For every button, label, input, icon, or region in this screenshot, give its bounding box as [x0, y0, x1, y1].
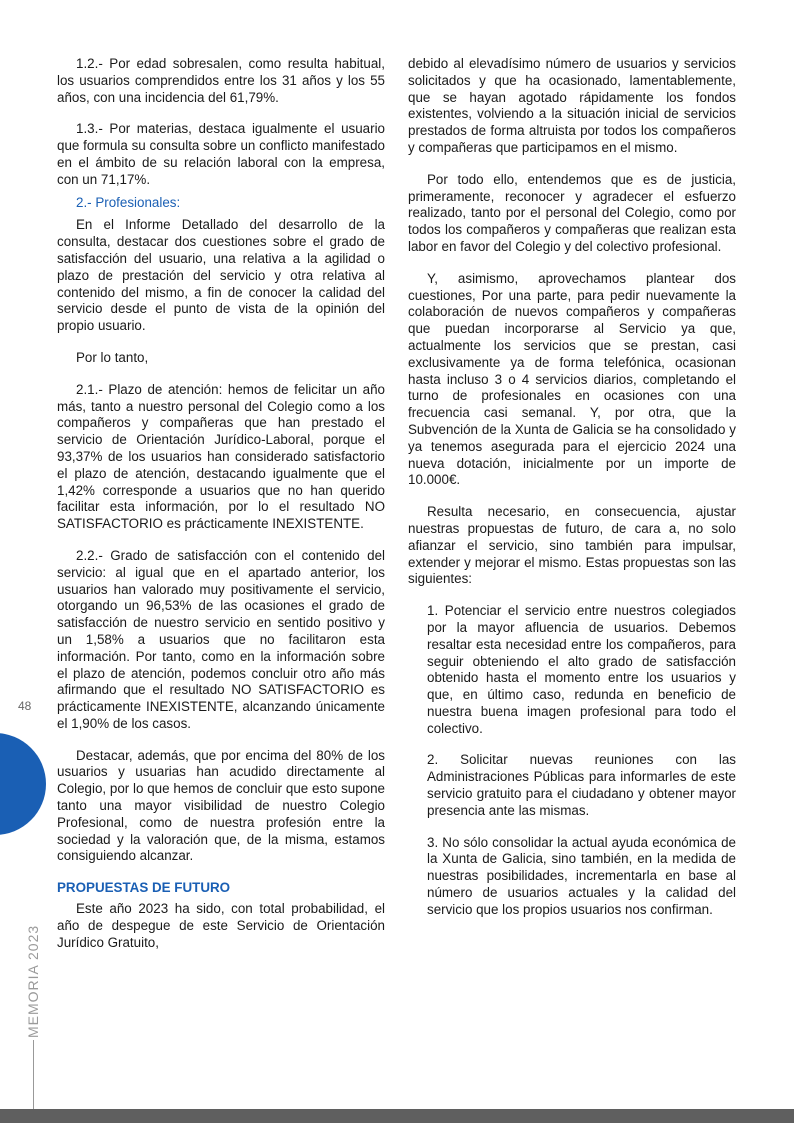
paragraph: 2.2.- Grado de satisfacción con el contenido del servicio: al igual que en el apartado anterior, los usuarios han valorado muy positivamente el servicio, otorgando un 96,53% de las ocasiones el grado de satisfacción de nuestro servicio en sentido positivo y un 1,58% a usuarios que no facilitaron esta información. Por tanto, como en la información sobre el plazo de atención, podemos concluir otro año más afirmando que el resultado NO SATISFACTORIO es prácticamente INEXISTENTE, alcanzando únicamente el 1,90% de los casos.: [57, 547, 385, 731]
paragraph: debido al elevadísimo número de usuarios y servicios solicitados y que ha ocasionado, lamentablemente, que se hayan agotado rápidamente los fondos existentes, volviendo a la situación inicial de servicios prestados de forma altruista por todos los compañeros y compañeras que participamos en el mismo.: [408, 56, 736, 155]
section-heading: PROPUESTAS DE FUTURO: [57, 880, 231, 896]
list-item: 3. No sólo consolidar la actual ayuda económica de la Xunta de Galicia, sino también, en la medida de nuestras posibilidades, incrementarla en base al número de usuarios actuales y la calidad del servicio que los propios usuarios nos confirman.: [427, 834, 736, 917]
paragraph: Destacar, además, que por encima del 80% de los usuarios y usuarias han acudido directamente al Colegio, por lo que hemos de concluir que esto supone tanto una mayor visibilidad de nuestro Colegio Profesional, como de nuestra profesión entre la sociedad y la valoración que, de la misma, estamos consiguiendo alcanzar.: [57, 747, 385, 864]
left-column: [57, 56, 385, 966]
paragraph: Este año 2023 ha sido, con total probabilidad, el año de despegue de este Servicio de Orientación Jurídico Gratuito,: [57, 901, 385, 950]
right-column: [408, 56, 736, 934]
footer-bar: [0, 1109, 794, 1123]
page-number: 48: [18, 699, 32, 713]
side-label: MEMORIA 2023: [25, 924, 41, 1038]
list-item: 2. Solicitar nuevas reuniones con las Administraciones Públicas para informarles de este servicio gratuito para el ciudadano y obtener mayor presencia ante las mismas.: [427, 752, 736, 818]
proposals-list: [408, 603, 736, 919]
paragraph: 2.1.- Plazo de atención: hemos de felicitar un año más, tanto a nuestro personal del Colegio como a los compañeros y compañeras que han prestado el servicio de Orientación Jurídico-Laboral, porque el 93,37% de los usuarios han considerado satisfactorio el plazo de atención, destacando igualmente que el 1,42% corresponde a usuarios que no han querido facilitar esta información, por lo el resultado NO SATISFACTORIO es prácticamente INEXISTENTE.: [57, 381, 385, 532]
subheading: 2.- Profesionales:: [76, 194, 181, 210]
paragraph: 1.3.- Por materias, destaca igualmente el usuario que formula su consulta sobre un conflicto manifestado en el ámbito de su relación laboral con la empresa, con un 71,17%.: [57, 121, 385, 187]
decorative-tab: [0, 733, 46, 835]
side-divider: [33, 1040, 34, 1110]
paragraph: Resulta necesario, en consecuencia, ajustar nuestras propuestas de futuro, de cara a, no solo afianzar el servicio, sino también para impulsar, extender y mejorar el mismo. Estas propuestas son las siguientes:: [408, 504, 736, 587]
paragraph: 1.2.- Por edad sobresalen, como resulta habitual, los usuarios comprendidos entre los 31 años y los 55 años, con una incidencia del 61,79%.: [57, 56, 385, 105]
list-item: 1. Potenciar el servicio entre nuestros colegiados por la mayor afluencia de usuarios. Debemos resaltar esta necesidad entre los compañeros, para seguir obteniendo el alto grado de satisfacción obtenido hasta el momento entre los usuarios y que, en último caso, redunda en beneficio de nuestra buena imagen profesional para todo el colectivo.: [427, 603, 736, 736]
paragraph: Y, asimismo, aprovechamos plantear dos cuestiones, Por una parte, para pedir nuevamente la colaboración de nuevos compañeros y compañeras que puedan incorporarse al Servicio ya que, actualmente los servicios que se prestan, casi exclusivamente ya de forma telefónica, ocasionan hasta incluso 3 o 4 servicios diarios, completando el turno de profesionales en ocasiones con una frecuencia casi semanal. Y, por otra, que la Subvención de la Xunta de Galicia se ha consolidado y ya tenemos asegurada para el ejercicio 2024 una nueva dotación, inicialmente por un importe de 10.000€.: [408, 270, 736, 488]
paragraph: Por todo ello, entendemos que es de justicia, primeramente, reconocer y agradecer el esfuerzo realizado, tanto por el personal del Colegio, como por todos los compañeros y compañeras que realizan esta labor en favor del Colegio y del colectivo profesional.: [408, 171, 736, 254]
paragraph: En el Informe Detallado del desarrollo de la consulta, destacar dos cuestiones sobre el grado de satisfacción del usuario, una relativa a la agilidad o plazo de prestación del servicio y otra relativa al contenido del mismo, a fin de conocer la calidad del servicio desde el punto de vista de la opinión del propio usuario.: [57, 217, 385, 334]
paragraph: Por lo tanto,: [76, 349, 149, 365]
